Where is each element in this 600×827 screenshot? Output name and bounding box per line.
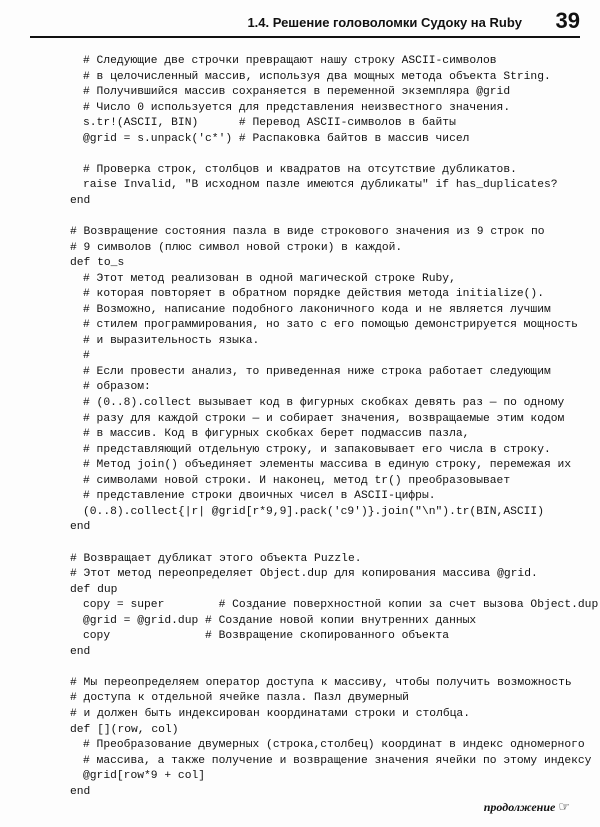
code-listing [70,54,599,800]
code-line: # образом: [83,381,151,394]
code-line: # доступа к отдельной ячейке пазла. Пазл двумерный [70,692,409,705]
code-line: # Возможно, написание подобного лаконичного кода и не является лучшим [83,303,551,316]
code-line: # Этот метод реализован в одной магической строке Ruby, [83,272,456,285]
code-line: @grid[row*9 + col] [83,770,206,783]
code-line: # и выразительность языка. [83,334,260,347]
code-line: end [70,521,91,534]
code-line: # стилем программирования, но зато с его помощью демонстрируется мощность [83,319,578,332]
code-line: # массива, а также получение и возвращение значения ячейки по этому индексу [83,754,592,767]
header-rule [30,36,580,38]
code-line: end [70,785,91,798]
code-line: # Число 0 используется для представления неизвестного значения. [83,101,511,114]
page-header [0,0,600,44]
code-line: # Этот метод переопределяет Object.dup для копирования массива @grid. [70,568,538,581]
code-line: (0..8).collect{|r| @grid[r*9,9].pack('c9')}.join("\n").tr(BIN,ASCII) [83,505,544,518]
code-line: # Возвращает дубликат этого объекта Puzzle. [70,552,362,565]
code-line: # Преобразование двумерных (строка,столбец) координат в индекс одномерного [83,739,585,752]
continued-note [484,800,570,815]
code-line: # 9 символов (плюс символ новой строки) в каждой. [70,241,403,254]
pointing-hand-icon: ☞ [558,800,570,815]
code-line [70,660,590,676]
code-line: def to_s [70,257,125,270]
code-line: # разу для каждой строки — и собирает значения, возвращаемые этим кодом [83,412,565,425]
page-number: 39 [555,8,580,33]
code-line: # представление строки двоичных чисел в ASCII-цифры. [83,490,436,503]
continued-label: продолжение [483,800,556,814]
code-line [70,536,590,552]
code-line: # Метод join() объединяет элементы массива в единую строку, перемежая их [83,459,572,472]
code-line: end [70,194,91,207]
code-line: # в массив. Код в фигурных скобках берет подмассив пазла, [83,428,470,441]
code-line: # и должен быть индексирован координатами строки и столбца. [70,707,470,720]
code-line: # Следующие две строчки превращают нашу строку ASCII-символов [83,55,497,67]
code-line: # (0..8).collect вызывает код в фигурных скобках девять раз — по одному [83,397,565,410]
code-line: # которая повторяет в обратном порядке действия метода initialize(). [83,288,544,301]
code-line: # символами новой строки. И наконец, метод tr() преобразовывает [83,474,511,487]
code-line: def [](row, col) [70,723,179,736]
code-line: copy # Возвращение скопированного объекта [83,630,450,643]
code-line: # в целочисленный массив, используя два мощных метода объекта String. [83,70,551,83]
code-line: @grid = @grid.dup # Создание новой копии внутренних данных [83,614,477,627]
code-line: s.tr!(ASCII, BIN) # Перевод ASCII-символов в байты [83,117,456,130]
code-line: # Мы переопределяем оператор доступа к массиву, чтобы получить возможность [70,676,572,689]
code-line: # Получившийся массив сохраняется в переменной экземпляра @grid [83,86,511,99]
running-title: 1.4. Решение головоломки Судоку на Ruby [247,15,522,30]
code-line: # Если провести анализ, то приведенная ниже строка работает следующим [83,365,551,378]
code-line [70,209,590,225]
code-line: # Проверка строк, столбцов и квадратов на отсутствие дубликатов. [83,163,517,176]
code-line: # [83,350,90,363]
code-line: raise Invalid, "В исходном пазле имеются дубликаты" if has_duplicates? [83,179,558,192]
code-line: # представляющий отдельную строку, и запаковывает его числа в строку. [83,443,551,456]
code-line: @grid = s.unpack('c*') # Распаковка байтов в массив чисел [83,132,470,145]
code-line: def dup [70,583,118,596]
code-line [70,147,590,163]
code-line: # Возвращение состояния пазла в виде строкового значения из 9 строк по [70,226,545,239]
code-line: end [70,645,91,658]
code-line: copy = super # Создание поверхностной копии за счет вызова Object.dup [83,599,599,612]
